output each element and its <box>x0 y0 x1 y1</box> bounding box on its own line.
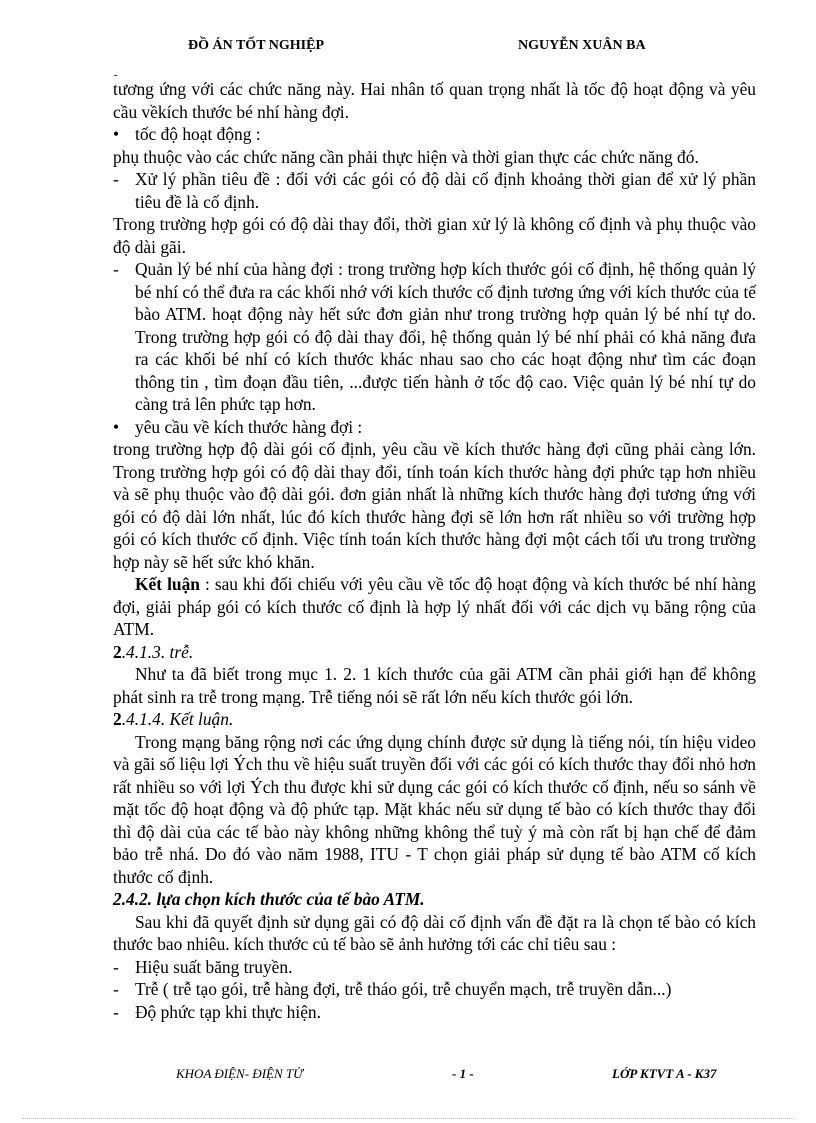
dash-icon: - <box>113 1001 119 1022</box>
document-body <box>113 78 756 1023</box>
footer-department: KHOA ĐIỆN- ĐIỆN TỬ <box>176 1066 303 1081</box>
subsection-heading: 2.4.1.3. trễ. <box>113 641 194 662</box>
top-mark: - <box>114 70 118 81</box>
list-item: - Độ phức tạp khi thực hiện. <box>113 1001 321 1022</box>
bullet-item: • yêu cầu về kích thước hàng đợi : <box>113 416 363 437</box>
bullet-icon: • <box>113 124 120 144</box>
dash-icon: - <box>113 979 119 999</box>
header-title: ĐỒ ÁN TỐT NGHIỆP <box>188 38 325 53</box>
section-heading: 2.4.2. lựa chọn kích thước của tế bào ATM. <box>113 889 425 909</box>
bullet-icon: • <box>113 416 120 437</box>
dash-icon: - <box>113 259 119 279</box>
paragraph: trong trường hợp độ dài gói cố định, yêu cầu về kích thước hàng đợi cũng phải càng lớn. Trong trường hợp gói có độ dài thay đổi, tính toán kích thước hàng đợi phức tạp hơn nhiều và sẽ phụ thuộc vào độ dài gói. đơn giản nhất là những kích thước hàng đợi tương ứng với gói có độ dài lớn nhất, lúc đó kích thước hàng đợi sẽ lớn hơn rất nhiều so với trường hợp gói có kích thước cố định. Việc tính toán kích thước hàng đợi một cách tối ưu trong trường hợp này sẽ hết sức khó khăn. <box>113 439 756 572</box>
paragraph: phụ thuộc vào các chức năng cần phải thực hiện và thời gian thực các chức năng đó. <box>113 146 699 167</box>
header-author: NGUYỄN XUÂN BA <box>518 38 646 53</box>
dash-item: - Quản lý bé nhí của hàng đợi : trong trường hợp kích thước gói cố định, hệ thống quản lý bé nhí có thể đưa ra các khối nhớ với kích thước cố định tương ứng với kích thước của tế bào ATM. hoạt động này hết sức đơn giản như trong trường hợp quản lý bé nhí tự do. Trong trường hợp gói có độ dài thay đổi, hệ thống quản lý bé nhí phải có khả năng đưa ra các khối bé nhí có kích thước khác nhau sao cho các hoạt động như tìm các đoạn thông tin , tìm đoạn đầu tiên, ...được tiến hành ở tốc độ cao. Việc quản lý bé nhí tự do càng trả lên phức tạp hơn. <box>113 259 756 414</box>
dash-item: - Xử lý phần tiêu đề : đối với các gói có độ dài cố định khoảng thời gian để xử lý phần tiêu đề là cố định. <box>113 169 756 212</box>
conclusion-paragraph: Kết luận : sau khi đối chiếu với yêu cầu về tốc độ hoạt động và kích thước bé nhí hàng đợi, giải pháp gói có kích thước cố định là hợp lý nhất đối với các dịch vụ băng rộng của ATM. <box>113 574 756 639</box>
paragraph: tương ứng với các chức năng này. Hai nhân tố quan trọng nhất là tốc độ hoạt động và yêu cầu vềkích thước bé nhí hàng đợi. <box>113 79 756 122</box>
footer-class: LỚP KTVT A - K37 <box>612 1066 717 1081</box>
paragraph: Trong trường hợp gói có độ dài thay đổi, thời gian xử lý là không cố định và phụ thuộc vào độ dài gãi. <box>113 214 756 257</box>
footer-divider <box>22 1118 794 1119</box>
paragraph: Như ta đã biết trong mục 1. 2. 1 kích thước của gãi ATM cần phải giới hạn để không phát sinh ra trễ trong mạng. Trễ tiếng nói sẽ rất lớn nếu kích thước gói lớn. <box>113 664 756 707</box>
subsection-heading: 2.4.1.4. Kết luận. <box>113 709 234 729</box>
list-item: - Trễ ( trễ tạo gói, trễ hàng đợi, trễ tháo gói, trễ chuyển mạch, trễ truyền dẫn...) <box>113 979 672 999</box>
page-footer <box>0 1066 816 1086</box>
page-number: - 1 - <box>452 1066 474 1081</box>
dash-icon: - <box>113 956 119 977</box>
list-item: - Hiệu suất băng truyền. <box>113 956 293 977</box>
conclusion-label: Kết luận <box>135 574 200 594</box>
bullet-item: • tốc độ hoạt động : <box>113 124 261 144</box>
paragraph: Trong mạng băng rộng nơi các ứng dụng chính được sử dụng là tiếng nói, tín hiệu video và gãi số liệu lợi Ých thu về hiệu suất truyền đối với các gói có kích thước thay đổi nhỏ hơn rất nhiều so với lợi Ých thu được khi sử dụng các gói có kích thước cố định, nếu so sánh về mặt tốc độ hoạt động và độ phức tạp. Mặt khác nếu sử dụng tế bào có kích thước thay đổi thì độ dài của các tế bào này không những không thể tuỳ ý mà còn rất bị hạn chế để đảm bảo trễ nhá. Do đó vào năm 1988, ITU - T chọn giải pháp sử dụng tế bào ATM cố kích thước cố định. <box>113 731 756 887</box>
paragraph: Sau khi đã quyết định sử dụng gãi có độ dài cố định vấn đề đặt ra là chọn tế bào có kích thước bao nhiêu. kích thước củ tế bào sẽ ảnh hưởng tới các chỉ tiêu sau : <box>113 911 756 954</box>
page-header <box>0 38 816 60</box>
dash-icon: - <box>113 169 119 189</box>
